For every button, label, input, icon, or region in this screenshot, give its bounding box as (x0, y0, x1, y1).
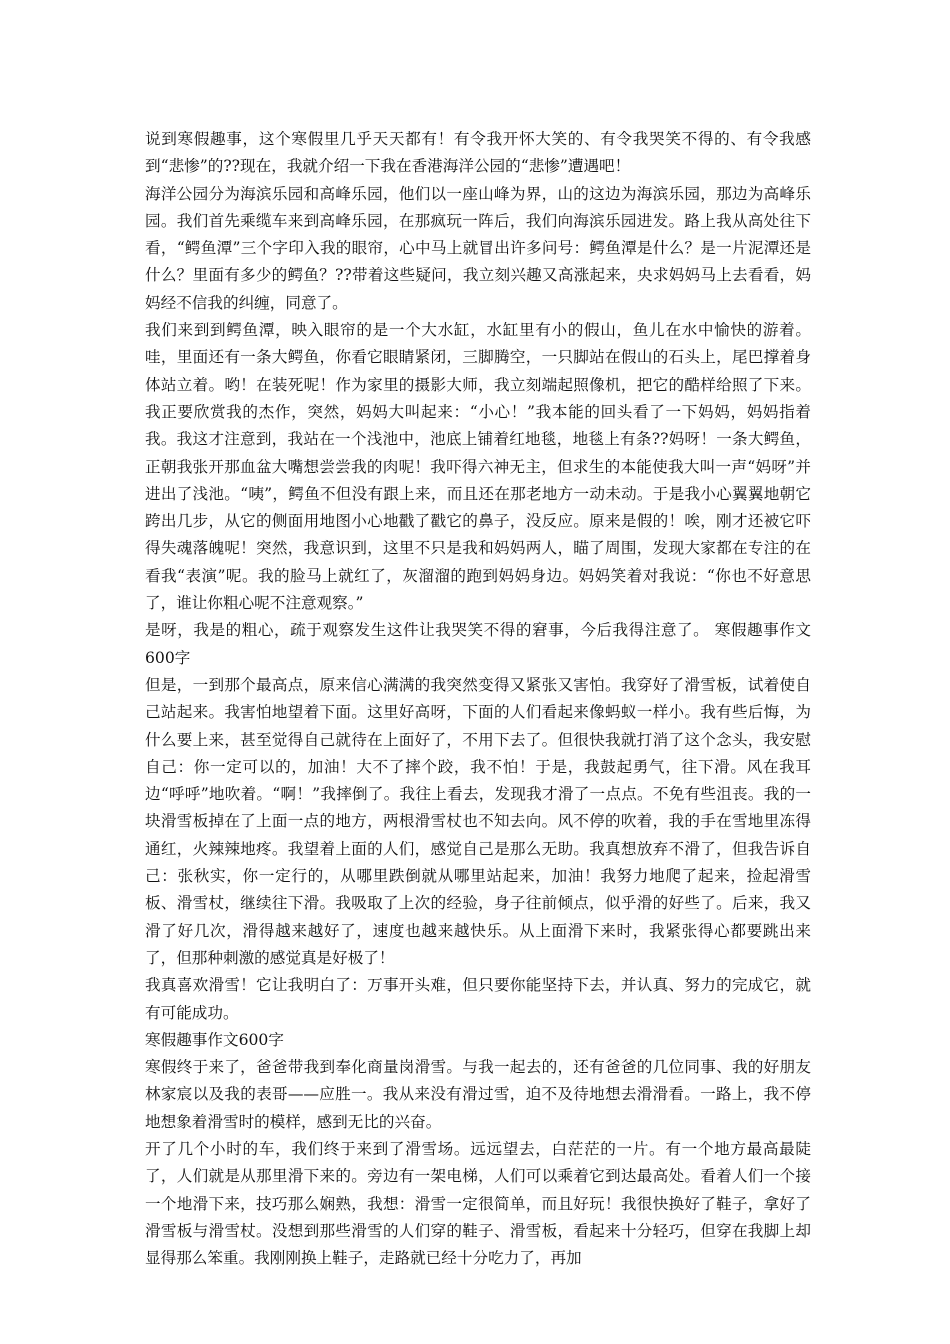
paragraph-intro: 说到寒假趣事，这个寒假里几乎天天都有！有令我开怀大笑的、有令我哭笑不得的、有令我感到“悲惨”的??现在，我就介绍一下我在香港海洋公园的“悲惨”遭遇吧！ (145, 130, 811, 176)
paragraph-crocodile-pool: 我们来到到鳄鱼潭，映入眼帘的是一个大水缸，水缸里有小的假山，鱼儿在水中愉快的游着。哇，里面还有一条大鳄鱼，你看它眼睛紧闭，三脚腾空，一只脚站在假山的石头上，尾巴撑着身体站立着。哟！在装死呢！作为家里的摄影大师，我立刻端起照像机，把它的酷样给照了下来。我正要欣赏我的杰作，突然，妈妈大叫起来：“小心！”我本能的回头看了一下妈妈，妈妈指着我。我这才注意到，我站在一个浅池中，池底上铺着红地毯，地毯上有条??妈呀！一条大鳄鱼，正朝我张开那血盆大嘴想尝尝我的肉呢！我吓得六神无主，但求生的本能使我大叫一声“妈呀”并进出了浅池。“咦”，鳄鱼不但没有跟上来，而且还在那老地方一动未动。于是我小心翼翼地朝它跨出几步，从它的侧面用地图小心地戳了戳它的鼻子，没反应。原来是假的！唉，刚才还被它吓得失魂落魄呢！突然，我意识到，这里不只是我和妈妈两人，瞄了周围，发现大家都在专注的在看我“表演”呢。我的脸马上就红了，灰溜溜的跑到妈妈身边。妈妈笑着对我说：“你也不好意思了，谁让你粗心呢不注意观察。” (145, 321, 811, 613)
paragraph-essay-title: 寒假趣事作文600字 (145, 1030, 284, 1049)
paragraph-ski-resort: 开了几个小时的车，我们终于来到了滑雪场。远远望去，白茫茫的一片。有一个地方最高最陡了，人们就是从那里滑下来的。旁边有一架电梯，人们可以乘着它到达最高处。看着人们一个接一个地滑下来，技巧那么娴熟，我想：滑雪一定很简单，而且好玩！我很快换好了鞋子，拿好了滑雪板与滑雪杖。没想到那些滑雪的人们穿的鞋子、滑雪板，看起来十分轻巧，但穿在我脚上却显得那么笨重。我刚刚换上鞋子，走路就已经十分吃力了，再加 (145, 1139, 811, 1268)
paragraph-winter-break: 寒假终于来了，爸爸带我到奉化商量岗滑雪。与我一起去的，还有爸爸的几位同事、我的好朋友林家宸以及我的表哥——应胜一。我从来没有滑过雪，迫不及待地想去滑滑看。一路上，我不停地想象着滑雪时的模样，感到无比的兴奋。 (145, 1058, 811, 1131)
paragraph-reflection: 是呀，我是的粗心，疏于观察发生这件让我哭笑不得的窘事，今后我得注意了。 寒假趣事作文600字 (145, 621, 811, 667)
paragraph-ocean-park: 海洋公园分为海滨乐园和高峰乐园，他们以一座山峰为界，山的这边为海滨乐园，那边为高峰乐园。我们首先乘缆车来到高峰乐园，在那疯玩一阵后，我们向海滨乐园进发。路上我从高处往下看，“鳄鱼潭”三个字印入我的眼帘，心中马上就冒出许多问号：鳄鱼潭是什么？是一片泥潭还是什么？里面有多少的鳄鱼？??带着这些疑问，我立刻兴趣又高涨起来，央求妈妈马上去看看，妈妈经不信我的纠缠，同意了。 (145, 184, 811, 312)
paragraph-love-skiing: 我真喜欢滑雪！它让我明白了：万事开头难，但只要你能坚持下去，并认真、努力的完成它，就有可能成功。 (145, 976, 811, 1022)
document-body (145, 126, 811, 1272)
paragraph-skiing-peak: 但是，一到那个最高点，原来信心满满的我突然变得又紧张又害怕。我穿好了滑雪板，试着使自己站起来。我害怕地望着下面。这里好高呀，下面的人们看起来像蚂蚁一样小。我有些后悔，为什么要上来，甚至觉得自己就待在上面好了，不用下去了。但很快我就打消了这个念头，我安慰自己：你一定可以的，加油！大不了摔个跤，我不怕！于是，我鼓起勇气，往下滑。风在我耳边“呼呼”地吹着。“啊！”我摔倒了。我往上看去，发现我才滑了一点点。不免有些沮丧。我的一块滑雪板掉在了上面一点的地方，两根滑雪杖也不知去向。风不停的吹着，我的手在雪地里冻得通红，火辣辣地疼。我望着上面的人们，感觉自己是那么无助。我真想放弃不滑了，但我告诉自己：张秋实，你一定行的，从哪里跌倒就从哪里站起来，加油！我努力地爬了起来，捡起滑雪板、滑雪杖，继续往下滑。我吸取了上次的经验，身子往前倾点，似乎滑的好些了。后来，我又滑了好几次，滑得越来越好了，速度也越来越快乐。从上面滑下来时，我紧张得心都要跳出来了，但那种刺激的感觉真是好极了！ (145, 675, 811, 967)
